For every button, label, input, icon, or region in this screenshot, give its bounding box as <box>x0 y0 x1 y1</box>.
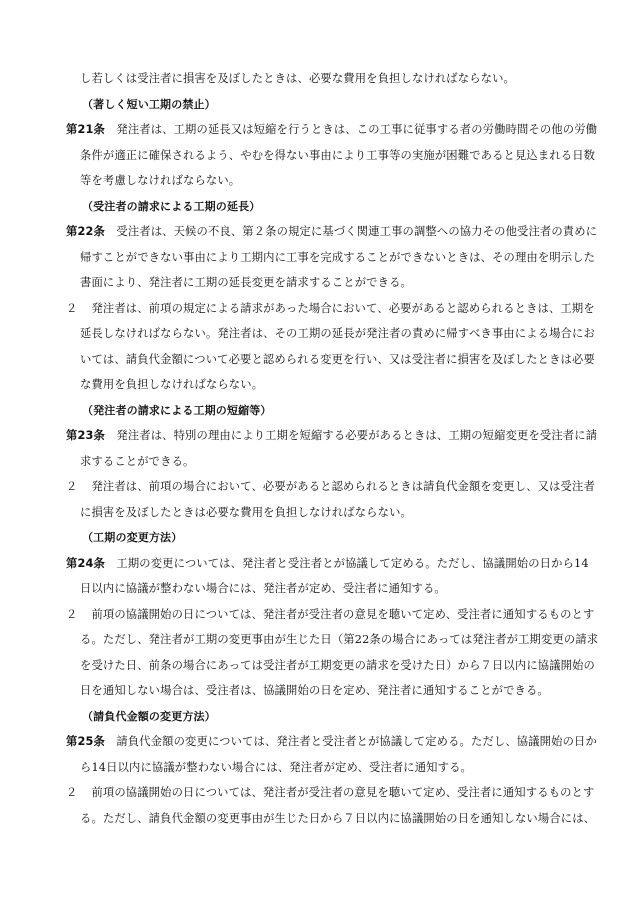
article-first-line: 第25条 請負代金額の変更については、発注者と受注者とが協議して定める。ただし、協議開始の日か <box>66 735 597 748</box>
article-heading: （発注者の請求による工期の短縮等） <box>82 403 272 417</box>
article-heading: （著しく短い工期の禁止） <box>82 97 216 111</box>
text-line: な費用を負担しなければならない。 <box>80 378 264 391</box>
article-number: 第23条 <box>66 429 105 442</box>
paragraph-first-line: ２ 前項の協議開始の日については、発注者が受注者の意見を聴いて定め、受注者に通知するものとす <box>66 602 540 628</box>
article-heading: （工期の変更方法） <box>82 531 183 544</box>
text-line: 求することができる。 <box>80 454 195 468</box>
text-line: 日を通知しない場合は、受注者は、協議開始の日を定め、発注者に通知することができる。 <box>80 684 549 697</box>
text-line: いては、請負代金額について必要と認められる変更を行い、又は受注者に損害を及ぼしたときは必要 <box>80 352 595 366</box>
paragraph-first-line: ２ 発注者は、前項の規定による請求があった場合において、必要があると認められるときは、工期を <box>66 296 540 322</box>
article-number: 第24条 <box>66 556 105 570</box>
text-line: 帰すことができない事由により工期内に工事を完成することができないときは、その理由を明示した <box>80 250 596 264</box>
text-line: る。ただし、請負代金額の変更事由が生じた日から７日以内に協議開始の日を通知しない場合には、 <box>80 811 596 825</box>
text-line: 日以内に協議が整わない場合には、発注者が定め、受注者に通知する。 <box>80 582 446 595</box>
article-number: 第21条 <box>66 123 105 136</box>
article-first-line: 第22条 受注者は、天候の不良、第２条の規定に基づく関連工事の調整への協力その他受注者の責めに <box>66 225 598 238</box>
article-heading: （受注者の請求による工期の延長） <box>82 199 261 213</box>
article-heading: （請負代金額の変更方法） <box>82 709 216 723</box>
text-line: 延長しなければならない。発注者は、その工期の延長が発注者の責めに帰すべき事由による場合にお <box>80 327 595 340</box>
text-line: 条件が適正に確保されるよう、やむを得ない事由により工事等の実施が困難であると見込まれる日数 <box>80 148 596 162</box>
paragraph-first-line: ２ 前項の協議開始の日については、発注者が受注者の意見を聴いて定め、受注者に通知するものとす <box>66 780 540 806</box>
text-line: し若しくは受注者に損害を及ぼしたときは、必要な費用を負担しなければならない。 <box>80 72 515 85</box>
article-number: 第22条 <box>66 225 105 238</box>
text-line: 等を考慮しなければならない。 <box>80 174 241 187</box>
paragraph-first-line: ２ 発注者は、前項の場合において、必要があると認められるときは請負代金額を変更し、又は受注者 <box>66 474 540 500</box>
paragraph-number: ２ <box>66 480 78 493</box>
article-first-line: 第23条 発注者は、特別の理由により工期を短縮する必要があるときは、工期の短縮変更を受注者に請 <box>66 429 598 442</box>
paragraph-number: ２ <box>66 786 78 799</box>
text-line: 書面により、発注者に工期の延長変更を請求することができる。 <box>80 276 412 289</box>
paragraph-number: ２ <box>66 301 78 315</box>
article-first-line: 第21条 発注者は、工期の延長又は短縮を行うときは、この工事に従事する者の労働時間その他の労働 <box>66 123 598 136</box>
paragraph-number: ２ <box>66 607 78 621</box>
article-number: 第25条 <box>66 735 105 748</box>
text-line: に損害を及ぼしたときは必要な費用を負担しなければならない。 <box>80 505 412 519</box>
text-line: る。ただし、発注者が工期の変更事由が生じた日（第22条の場合にあっては発注者が工期変更の請求 <box>80 633 599 646</box>
article-first-line: 第24条 工期の変更については、発注者と受注者とが協議して定める。ただし、協議開始の日から14 <box>66 556 589 570</box>
text-line: ら14日以内に協議が整わない場合には、発注者が定め、受注者に通知する。 <box>80 760 472 774</box>
text-line: を受けた日、前条の場合にあっては受注者が工期変更の請求を受けた日）から７日以内に協議開始の <box>80 658 596 672</box>
